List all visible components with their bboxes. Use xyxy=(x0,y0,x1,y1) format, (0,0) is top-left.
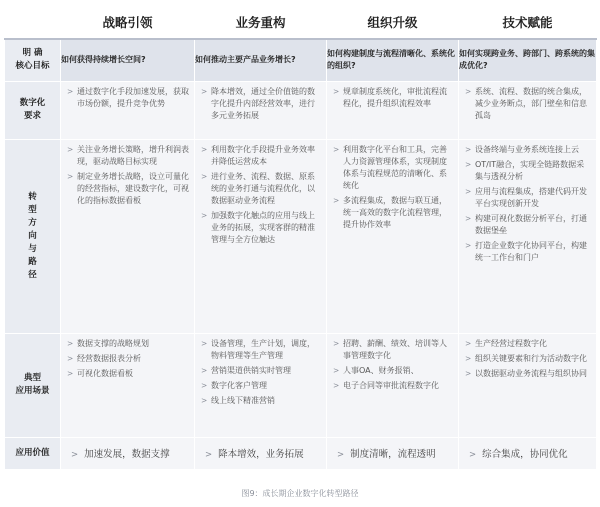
bullet-arrow-icon: > xyxy=(469,450,477,460)
path-cell-technology xyxy=(459,139,597,333)
list-item: > 利用数字化平台和工具，完善人力资源管理体系，实现制度体系与流程规范的清晰化、系统化 xyxy=(333,144,454,192)
list-item: > 电子合同等审批流程数字化 xyxy=(333,380,454,392)
bullet-arrow-icon: > xyxy=(337,450,345,460)
list-item: > 数据支撑的战略规划 xyxy=(67,338,190,350)
list-item: > 多流程集成，数据与联互通，统一高效的数字化流程管理，提升协作效率 xyxy=(333,195,454,231)
digital-cell-technology xyxy=(459,81,597,139)
digital-cell-business xyxy=(195,81,327,139)
list-item: > 利用数字化手段提升业务效率并降低运营成本 xyxy=(201,144,322,168)
value-text: 综合集成，协同优化 xyxy=(482,449,568,460)
figure-caption: 图9：成长期企业数字化转型路径 xyxy=(241,489,359,498)
bullet-list xyxy=(459,82,596,127)
list-item: > 构建可视化数据分析平台，打通数据堡垒 xyxy=(465,213,592,237)
digital-cell-organization xyxy=(327,81,459,139)
list-item: > 系统、流程、数据的统合集成，减少业务断点，部门壁垒和信息孤岛 xyxy=(465,86,592,122)
digital-cell-strategy xyxy=(61,81,195,139)
list-item: > 组织关键要素和行为活动数字化 xyxy=(465,353,592,365)
bullet-list xyxy=(459,334,596,385)
path-cell-business xyxy=(195,139,327,333)
row-label-value: 应用价值 xyxy=(5,437,61,469)
list-item: > 加强数字化触点的应用与线上业务的拓展，实现客群的精准管理与全方位触达 xyxy=(201,210,322,246)
path-cell-organization xyxy=(327,139,459,333)
column-header-business: 业务重构 xyxy=(195,5,327,40)
bullet-list xyxy=(459,140,596,269)
path-cell-strategy xyxy=(61,139,195,333)
column-header-organization: 组织升级 xyxy=(327,5,459,40)
row-label-scenario: 典型 应用场景 xyxy=(5,333,61,437)
list-item: > 通过数字化手段加速发展，获取市场份额，提升竞争优势 xyxy=(67,86,190,110)
list-item: > 制定业务增长战略，设立可量化的经营指标，建设数字化，可视化的指标数据看板 xyxy=(67,171,190,207)
bullet-arrow-icon: > xyxy=(71,450,79,460)
scenario-cell-strategy xyxy=(61,333,195,437)
goal-cell-technology: 如何实现跨业务、跨部门、跨系统的集成优化? xyxy=(459,39,597,81)
scenario-cell-organization xyxy=(327,333,459,437)
bullet-list xyxy=(195,140,326,251)
list-item: > 线上线下精准营销 xyxy=(201,395,322,407)
row-goal xyxy=(5,39,597,81)
goal-cell-organization: 如何构建制度与流程清晰化、系统化的组织? xyxy=(327,39,459,81)
column-header-strategy: 战略引领 xyxy=(61,5,195,40)
row-value xyxy=(5,437,597,469)
transformation-matrix-table xyxy=(4,4,597,470)
row-scenario xyxy=(5,333,597,437)
bullet-list xyxy=(327,140,458,236)
bullet-list xyxy=(195,334,326,412)
list-item: > 营销渠道供销实时管理 xyxy=(201,365,322,377)
row-label-goal: 明 确 核心目标 xyxy=(5,39,61,81)
value-cell-strategy xyxy=(61,437,195,469)
list-item: > 规章制度系统化，审批流程流程化，提升组织流程效率 xyxy=(333,86,454,110)
value-cell-business xyxy=(195,437,327,469)
value-text: 加速发展，数据支撑 xyxy=(84,449,170,460)
list-item: > 降本增效，通过全价值链的数字化提升内部经营效率，进行多元业务拓展 xyxy=(201,86,322,122)
list-item: > 生产经营过程数字化 xyxy=(465,338,592,350)
list-item: > 打造企业数字化协同平台，构建统一工作台和门户 xyxy=(465,240,592,264)
bullet-list xyxy=(195,82,326,127)
row-path xyxy=(5,139,597,333)
column-header-technology: 技术赋能 xyxy=(459,5,597,40)
list-item: > 以数据驱动业务流程与组织协同 xyxy=(465,368,592,380)
row-label-digital: 数字化 要求 xyxy=(5,81,61,139)
value-cell-technology xyxy=(459,437,597,469)
list-item: > 数字化客户管理 xyxy=(201,380,322,392)
list-item: > 应用与流程集成，搭建代码开发平台实现创新开发 xyxy=(465,186,592,210)
list-item: > 关注业务增长策略，增升利润表现，驱动战略目标实现 xyxy=(67,144,190,168)
bullet-arrow-icon: > xyxy=(205,450,213,460)
bullet-list xyxy=(61,334,194,385)
list-item: > 经营数据报表分析 xyxy=(67,353,190,365)
bullet-list xyxy=(61,140,194,212)
bullet-list xyxy=(327,82,458,115)
bullet-list xyxy=(327,334,458,397)
value-text: 降本增效，业务拓展 xyxy=(218,449,304,460)
row-label-path: 转 型 方 向 与 路 径 xyxy=(5,139,61,333)
list-item: > 设备管理，生产计划，调度，物料管理等生产管理 xyxy=(201,338,322,362)
goal-cell-strategy: 如何获得持续增长空间? xyxy=(61,39,195,81)
value-text: 制度清晰，流程透明 xyxy=(350,449,436,460)
list-item: > 可视化数据看板 xyxy=(67,368,190,380)
goal-cell-business: 如何推动主要产品业务增长? xyxy=(195,39,327,81)
list-item: > OT/IT融合，实现全链路数据采集与透视分析 xyxy=(465,159,592,183)
scenario-cell-technology xyxy=(459,333,597,437)
list-item: > 招聘、薪酬、绩效、培训等人事管理数字化 xyxy=(333,338,454,362)
list-item: > 进行业务、流程、数据、原系统的业务打通与流程优化，以数据驱动业务流程 xyxy=(201,171,322,207)
bullet-list xyxy=(61,82,194,115)
list-item: > 设备终端与业务系统连接上云 xyxy=(465,144,592,156)
scenario-cell-business xyxy=(195,333,327,437)
header-row xyxy=(5,5,597,40)
value-cell-organization xyxy=(327,437,459,469)
header-corner xyxy=(5,5,61,40)
row-digital xyxy=(5,81,597,139)
list-item: > 人事OA、财务报销、 xyxy=(333,365,454,377)
